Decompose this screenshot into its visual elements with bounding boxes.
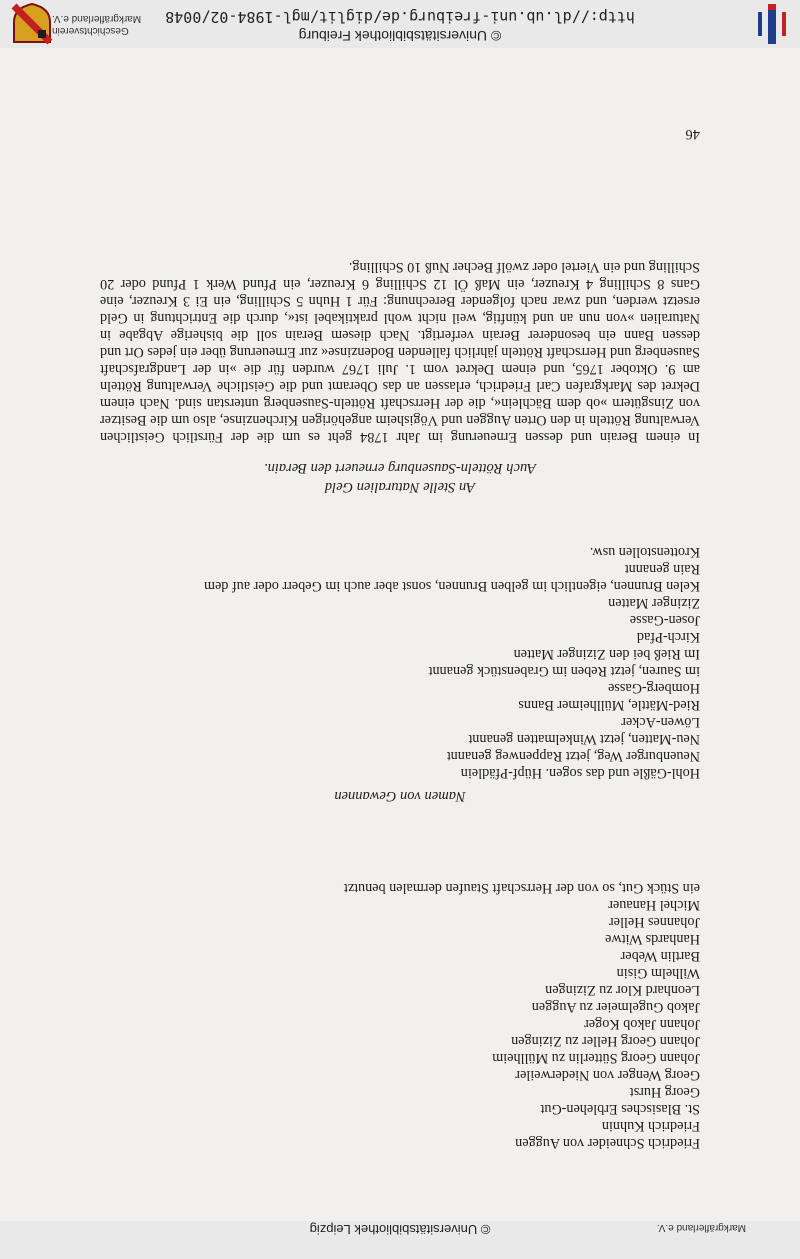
owner-list-item: Johann Georg Heller zu Zizingen [511, 1033, 700, 1049]
gewann-list-item: Homberg-Gasse [608, 680, 700, 696]
owner-list [344, 879, 700, 1151]
gewann-list-item: im Sauren, jetzt Reben im Grabenstück genannt [428, 663, 700, 679]
gewann-list-item: Im Rieß bei den Zizinger Matten [513, 646, 700, 662]
owner-list-item: St. Blasisches Erblehen-Gut [540, 1101, 700, 1117]
owner-list-item: Jakob Gugelmeier zu Auggen [531, 999, 700, 1015]
document-page [0, 48, 800, 1221]
header-bar [0, 0, 800, 48]
gewann-list-item: Zizinger Matten [608, 595, 700, 611]
owner-list-item: Wilhelm Gisin [616, 965, 700, 981]
owner-list-item: Johannes Heller [608, 914, 700, 930]
page-number: 46 [685, 126, 700, 142]
owner-list-item: Georg Hurst [629, 1084, 700, 1100]
section-subheading-berain: Auch Rötteln-Sausenburg erneuert den Berain. [263, 460, 537, 476]
header-url[interactable]: http://dl.ub.uni-freiburg.de/diglit/mgl-1984-02/0048 [165, 8, 635, 26]
owner-list-item: Johann Georg Sütterlin zu Müllheim [492, 1050, 700, 1066]
footer-bar [0, 1221, 800, 1259]
section-heading-geld: An Stelle Naturalien Geld [324, 479, 476, 495]
footer-society: Markgräflerland e.V. [656, 1222, 746, 1233]
owner-list-item: Leonhard Klor zu Zizingen [545, 982, 700, 998]
gewann-list-item: Krottenstollen usw. [589, 544, 700, 560]
gewann-list-item: Löwen-Acker [621, 714, 700, 730]
owner-list-item: ein Stück Gut, so von der Herrschaft Staufen dermalen benutzt [343, 880, 700, 896]
gewann-list-item: Hohl-Gäßle und das sogen. Hüpf-Pfädlein [460, 765, 700, 781]
gewann-list-item: Rain genannt [624, 561, 700, 577]
owner-list-item: Michel Hanauer [608, 897, 700, 913]
owner-list-item: Friedrich Kuhnin [601, 1118, 700, 1134]
owner-list-item: Johann Jakob Koger [584, 1016, 700, 1032]
owner-list-item: Hanhards Witwe [605, 931, 700, 947]
gewann-list-item: Kelen Brunnen, eigentlich im gelben Brunnen, sonst aber auch im Geberr oder auf dem [203, 578, 700, 594]
header-society: Geschichtsverein Markgräflerland e.V. [52, 13, 142, 36]
header-library[interactable]: © Universitätsbibliothek Freiburg [298, 28, 502, 44]
coat-of-arms-icon [10, 2, 54, 46]
footer-library: © Universitätsbibliothek Leipzig [309, 1222, 491, 1237]
gewann-list-item: Ried-Mättle, Müllheimer Banns [518, 697, 700, 713]
owner-list-item: Bartlin Weber [620, 948, 700, 964]
section-heading-gewannen: Namen von Gewannen [334, 788, 466, 804]
gewann-list-item: Josen-Gasse [629, 612, 700, 628]
gewann-list-item: Neuenburger Weg, jetzt Rappenweg genannt [446, 748, 700, 764]
gewann-list-item: Neu-Matten, jetzt Winkelmatten genannt [468, 731, 700, 747]
gewannen-list [204, 543, 700, 781]
owner-list-item: Georg Wenger von Niederweiler [515, 1067, 700, 1083]
owner-list-item: Friedrich Schneider von Auggen [515, 1135, 700, 1151]
gewann-list-item: Kirch-Pfad [636, 629, 700, 645]
body-paragraph: In einem Berain und dessen Erneuerung im Jahr 1784 geht es um die der Fürstlich Geistlichen Verwaltung Rötteln in den Orten Auggen und Vögisheim angehörigen Kirchenzinse, also um die Besitzer von Zinsgütern »ob dem Bächlein«, die der Herrschaft Rötteln-Sausenberg unterstan sind. Nach einem Dekret des Markgrafen Carl Friedrich, erlassen an das Oberamt und die Geistliche Verwaltung Rötteln am 9. Oktober 1765, und einem Dekret vom 1. Juli 1767 wurden für die »in der Landgrafschaft Sausenberg und Herrschaft Rötteln jährlich fallenden Bodenzinse« zur Erneuerung über ein jedes Ort und dessen Bann ein besonderer Berain verfertigt. Nach diesem Berain soll die bisherige Abgabe in Naturalien »von nun an und künftig, weil nicht wohl praktikabel ist«, durch die Entrichtung in Geld ersetzt werden, und zwar nach folgender Berechnung: Für 1 Huhn 5 Schilling, ein Ei 3 Kreuzer, eine Gans 8 Schilling 4 Kreuzer, ein Maß Öl 12 Schilling 6 Kreuzer, ein Pfund Werk 1 Pfund oder 20 Schilling und ein Viertel oder zwölf Becher Nuß 10 Schilling. [100, 259, 700, 445]
